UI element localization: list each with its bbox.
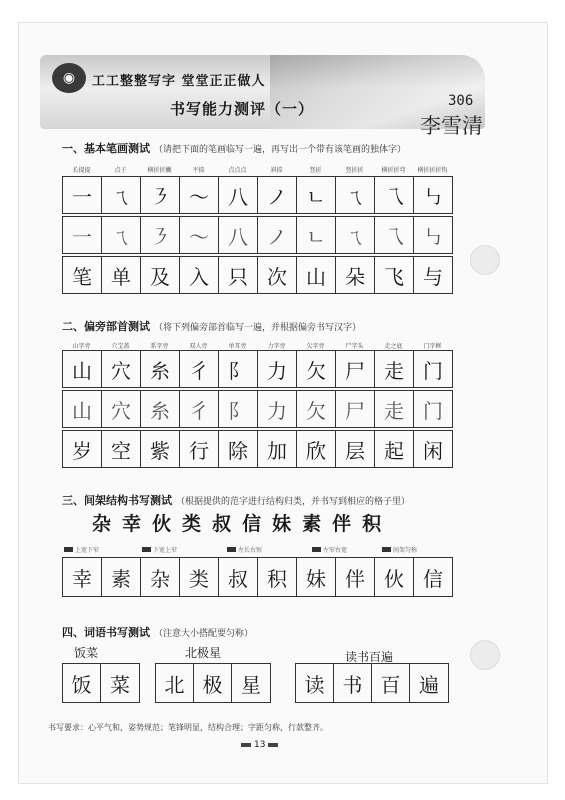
model-stroke-cell: ノ [258,176,297,214]
sample-char: 叔 [212,513,243,535]
model-radical-cell: 门 [414,350,453,388]
radical-copy-row [62,390,453,428]
word-char-cell: 星 [241,672,261,697]
answer-cell: 类 [180,557,219,597]
word-char-cell: 极 [194,664,232,702]
model-radical-cell: 力 [258,350,297,388]
section4-heading [62,624,253,640]
sample-char: 妹 [272,513,303,535]
model-radical-cell: 欠 [297,350,336,388]
copy-radical-cell: 阝 [219,390,258,428]
model-stroke-cell: ㇋ [141,176,180,214]
answer-cell: 积 [258,557,297,597]
model-stroke-cell: 八 [219,176,258,214]
answer-cell: 素 [102,557,141,597]
copy-radical-cell: 山 [63,390,102,428]
answer-cell: 杂 [141,557,180,597]
page-number: 13 [238,740,281,750]
stroke-char-row [62,256,453,294]
writing-requirements: 书写要求：心平气和，姿势规范；笔锋明显，结构合理；字距匀称，行款整齐。 [48,723,328,732]
section3-title: 三、间架结构书写测试 [62,494,172,507]
copy-stroke-cell: ㄴ [297,216,336,254]
model-stroke-cell: ㇉ [414,176,453,214]
radical-labels [62,341,452,350]
stroke-label: 斜捺 [270,167,283,174]
word-char-cell: 读 [296,664,334,702]
model-radical-cell: 彳 [180,350,219,388]
stroke-label: 横折折折钩 [417,167,448,174]
stroke-label: 平捺 [192,167,205,174]
stroke-model-row [62,176,453,214]
handwritten-student-number: 306 [448,93,474,109]
word-char-cell: 书 [334,664,372,702]
answer-cell: 伴 [336,557,375,597]
model-stroke-cell: ～ [180,176,219,214]
stroke-label: 点子 [114,167,127,174]
stroke-label: 长提提 [72,167,91,174]
answer-cell: 叔 [219,557,258,597]
group-label: 下宽上窄 [142,545,177,554]
copy-stroke-cell: ㄟ [102,216,141,254]
model-radical-cell: 穴 [102,350,141,388]
model-stroke-cell: ㄟ [336,176,375,214]
test-title: 书写能力测评（一） [170,100,315,118]
sample-char: 信 [242,513,273,535]
radical-label: 门字框 [423,343,442,350]
sample-char: 幸 [122,513,153,535]
binder-hole [470,245,500,275]
char-cell: 行 [180,430,219,468]
section2-note: （将下列偏旁部首临写一遍，并根据偏旁书写汉字） [154,323,362,333]
word-box-3 [295,663,449,703]
char-cell: 紫 [141,430,180,468]
char-cell: 与 [414,256,453,294]
model-stroke-cell: ㄟ [102,176,141,214]
section4-title: 四、词语书写测试 [62,626,150,639]
radical-label: 力字旁 [267,343,286,350]
section2-heading [62,318,361,334]
model-stroke-cell: 一 [63,176,102,214]
stroke-label: 横折折弯 [381,167,406,174]
copy-stroke-cell: ～ [180,216,219,254]
word-char-cell: 百 [372,664,410,702]
answer-cell: 信 [414,557,453,597]
copy-stroke-cell: 八 [219,216,258,254]
copy-stroke-cell: ㄟ [336,216,375,254]
section3-note: （根据提供的范字进行结构归类，并书写到相应的格子里） [176,497,411,507]
school-logo-icon: ◉ [52,63,86,93]
radical-label: 单耳旁 [228,343,247,350]
radical-label: 穴宝盖 [111,343,130,350]
copy-radical-cell: 欠 [297,390,336,428]
char-cell: 闲 [414,430,453,468]
word-label: 北极星 [185,646,222,660]
char-cell: 次 [258,256,297,294]
copy-stroke-cell: ㇋ [141,216,180,254]
stroke-copy-row [62,216,453,254]
char-cell: 加 [258,430,297,468]
char-cell: 及 [141,256,180,294]
model-radical-cell: 走 [375,350,414,388]
stroke-labels [62,165,452,174]
radical-label: 尸字头 [345,343,364,350]
char-cell: 入 [180,256,219,294]
copy-stroke-cell: 乁 [375,216,414,254]
radical-label: 山字旁 [72,343,91,350]
copy-radical-cell: 走 [375,390,414,428]
char-cell: 岁 [63,430,102,468]
group-label: 间架匀称 [382,545,417,554]
handwritten-student-name: 李雪清 [420,114,483,138]
model-radical-cell: 尸 [336,350,375,388]
word-char-cell: 菜 [110,672,130,697]
model-stroke-cell: ㄴ [297,176,336,214]
word-char-cell: 饭 [63,664,101,702]
section4-note: （注意大小搭配要匀称） [154,629,254,639]
model-radical-cell: 糸 [141,350,180,388]
word-box-1 [62,663,140,703]
sample-characters [92,509,392,536]
group-label: 上宽下窄 [64,545,99,554]
char-cell: 起 [375,430,414,468]
word-char-cell: 北 [156,664,194,702]
answer-cell: 幸 [63,557,102,597]
copy-radical-cell: 力 [258,390,297,428]
sample-char: 素 [302,513,333,535]
char-cell: 朵 [336,256,375,294]
section3-heading [62,492,410,508]
copy-stroke-cell: ㇉ [414,216,453,254]
structure-answer-row [62,557,453,597]
radical-model-row [62,350,453,388]
copy-radical-cell: 糸 [141,390,180,428]
radical-label: 双人旁 [189,343,208,350]
char-cell: 空 [102,430,141,468]
structure-group-labels [62,545,452,555]
section1-heading [62,140,406,156]
char-cell: 山 [297,256,336,294]
radical-label: 走之底 [384,343,403,350]
sample-char: 伙 [152,513,183,535]
copy-radical-cell: 彳 [180,390,219,428]
char-cell: 笔 [63,256,102,294]
model-stroke-cell: 乁 [375,176,414,214]
copy-radical-cell: 门 [414,390,453,428]
radical-char-row [62,430,453,468]
sample-char: 杂 [92,513,123,535]
word-char-cell: 遍 [419,672,439,697]
copy-stroke-cell: 一 [63,216,102,254]
word-box-2 [155,663,271,703]
radical-label: 欠字旁 [306,343,325,350]
char-cell: 层 [336,430,375,468]
char-cell: 欣 [297,430,336,468]
char-cell: 只 [219,256,258,294]
word-label: 饭菜 [74,646,99,660]
copy-radical-cell: 尸 [336,390,375,428]
answer-cell: 伙 [375,557,414,597]
stroke-label: 竖折 [309,167,322,174]
binder-hole [470,640,500,670]
stroke-label: 横折折撇 [147,167,172,174]
sample-char: 类 [182,513,213,535]
model-radical-cell: 阝 [219,350,258,388]
char-cell: 飞 [375,256,414,294]
word-label: 读书百遍 [345,650,394,664]
copy-stroke-cell: ノ [258,216,297,254]
section2-title: 二、偏旁部首测试 [62,320,150,333]
slogan: 工工整整写字 堂堂正正做人 [92,74,266,89]
copy-radical-cell: 穴 [102,390,141,428]
sample-char: 积 [362,513,393,535]
group-label: 左窄右宽 [312,545,347,554]
char-cell: 单 [102,256,141,294]
section1-title: 一、基本笔画测试 [62,142,150,155]
char-cell: 除 [219,430,258,468]
model-radical-cell: 山 [63,350,102,388]
sample-char: 伴 [332,513,363,535]
section1-note: （请把下面的笔画临写一遍，再写出一个带有该笔画的独体字） [154,145,407,155]
answer-cell: 妹 [297,557,336,597]
group-label: 左长右短 [227,545,262,554]
stroke-label: 点点点 [228,167,247,174]
stroke-label: 竖折折 [345,167,364,174]
radical-label: 系字旁 [150,343,169,350]
